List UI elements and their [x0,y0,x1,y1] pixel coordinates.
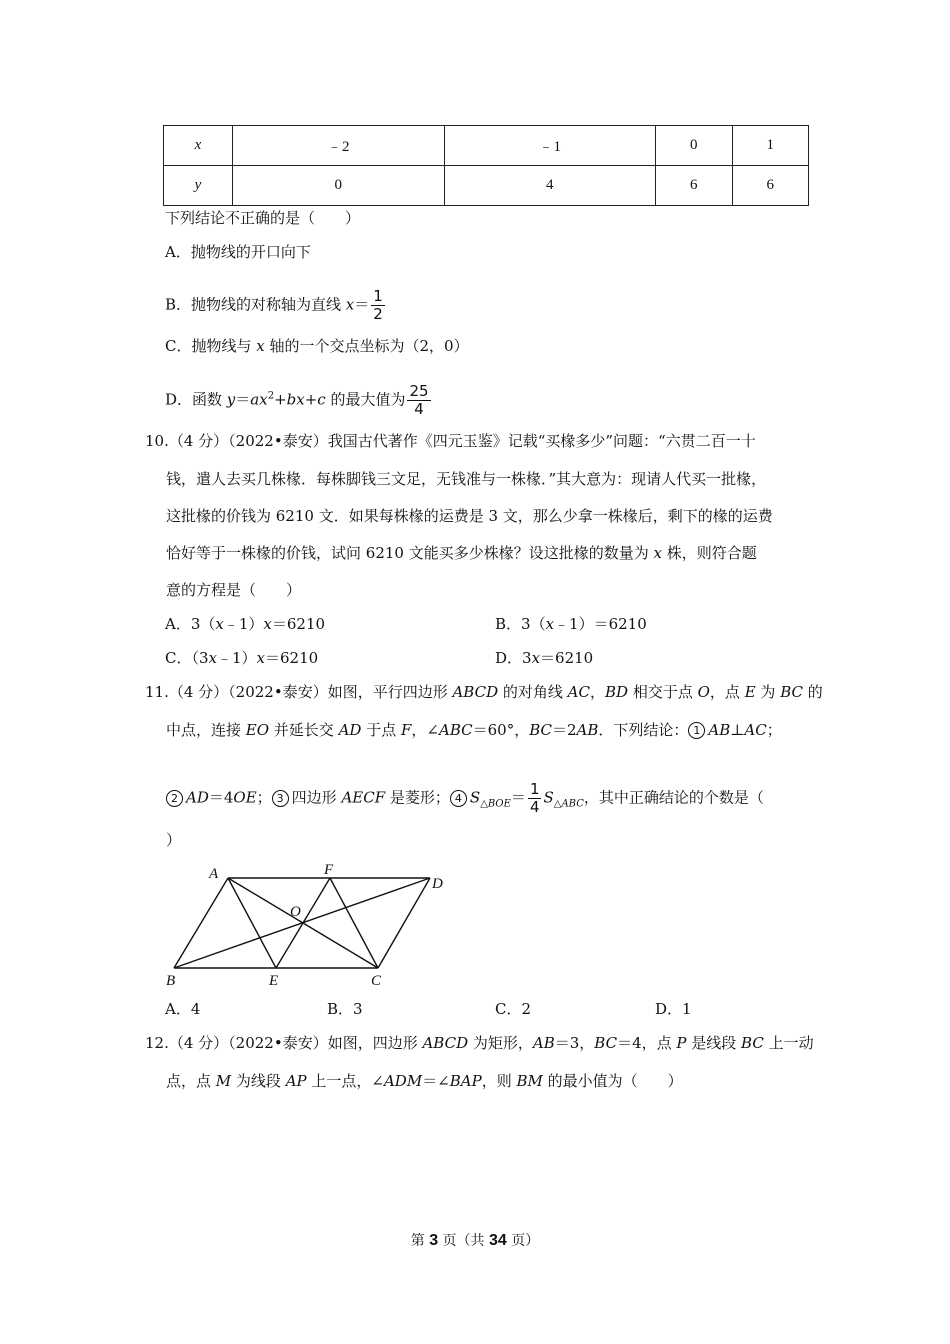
table-cell: 0 [233,166,445,206]
math-var: x [653,544,662,562]
text: 的对角线 [498,683,568,701]
q12-line-1 [145,1033,814,1053]
fraction [528,781,542,816]
text: D．函数 [165,390,227,409]
circled-number: 1 [688,722,705,739]
text: 恰好等于一株椽的价钱，试问 6210 文能买多少株椽？设这批椽的数量为 [166,544,654,562]
text: 中点，连接 [166,721,246,739]
text: ＝6210 [271,615,326,633]
text: 于点 [361,721,401,739]
q10-line-3: 这批椽的价钱为 6210 文．如果每株椽的运费是 3 文，那么少拿一株椽后，剩下的椽的运费 [166,507,773,525]
text: 四边形 [291,788,342,807]
math-var: AB [708,721,731,739]
text: ﹣1）＝6210 [554,615,647,633]
q10-option-c [165,648,318,668]
text: ．下列结论： [598,721,689,739]
math-var: x [256,649,266,667]
text: ， [589,683,605,701]
text: D．3 [495,649,532,667]
math-var: ABCD [422,1034,469,1052]
table-cell: 6 [732,166,808,206]
math-var: BC [780,683,803,701]
text: B．抛物线的对称轴为直线 [165,295,346,314]
math-var: AC [567,683,590,701]
text: ，其中正确结论的个数是（ [583,788,764,807]
math-var: x [208,649,217,667]
text: ，点 [709,683,745,701]
math-var: OE [233,788,257,807]
numerator: 25 [409,382,429,400]
total-pages: 34 [489,1232,507,1249]
q9-prompt: 下列结论不正确的是（ ） [165,209,361,227]
text: 第 [410,1233,430,1249]
text: 页（共 [438,1233,489,1249]
text: ＝60°， [472,721,530,739]
math-var: BM [516,1072,543,1090]
math-var: ABCD [452,683,499,701]
text: 相交于点 [628,683,698,701]
table-cell: 0 [656,126,732,166]
subscript: △BOE [480,798,511,810]
math-var: x [531,649,541,667]
math-var: AP [285,1072,307,1090]
text: C．抛物线与 [165,337,257,355]
math-var: AECF [341,788,386,807]
q9-option-c [165,336,469,356]
math-var: EO [245,721,270,739]
text: ﹣1） [217,649,257,667]
segment-cd [378,878,430,968]
text: ＝ [235,390,251,409]
text: 株，则符合题 [661,544,757,562]
table-header-x: x [164,126,233,166]
text: ＝4 [208,788,234,807]
label-a: A [209,866,219,882]
text: 的最大值为 [325,390,406,409]
circled-number: 2 [166,790,183,807]
text: 的最小值为（ ） [542,1072,683,1090]
text: 点，点 [166,1072,216,1090]
text: 的 [802,683,823,701]
q11-option-d: D．1 [655,1000,692,1018]
table-cell: 6 [656,166,732,206]
text: 轴的一个交点坐标为（2，0） [264,337,469,355]
text: 11.（4 分）（2022•泰安）如图，平行四边形 [145,683,453,701]
label-e: E [269,973,279,989]
page-footer [0,1230,950,1250]
math-var: x [345,295,355,314]
math-var: x [545,615,555,633]
q11-option-b: B．3 [327,1000,363,1018]
q12-line-2 [166,1071,683,1091]
text: ⊥ [730,721,745,739]
circled-number: 4 [450,790,467,807]
math-var: E [744,683,756,701]
segment-ef [276,878,330,968]
segment-ab [174,878,228,968]
text: ； [766,721,782,739]
subscript: △ABC [553,798,584,810]
q10-line-4 [166,543,757,563]
table-header-y: y [164,166,233,206]
q11-line-4: ） [166,831,182,849]
q10-option-b [495,614,647,634]
math-var: BD [604,683,629,701]
math-var: F [400,721,412,739]
table-row-x [164,126,809,166]
math-var: M [215,1072,232,1090]
text: ＝4，点 [617,1034,677,1052]
text: 上一动 [763,1034,814,1052]
table-cell: ﹣2 [233,126,445,166]
q11-line-2 [166,720,782,740]
q11-option-a: A．4 [165,1000,201,1018]
text: ＝2 [551,721,577,739]
value-table [163,125,809,206]
numerator: 1 [529,780,540,798]
q9-option-d [165,383,433,418]
text: ，则 [481,1072,517,1090]
segment-ae [228,878,276,968]
text: 为矩形， [468,1034,533,1052]
math-var: S [543,788,554,807]
math-var: x [215,615,224,633]
page-number: 3 [429,1232,439,1249]
text: C．（3 [165,649,209,667]
text: 是菱形； [385,788,450,807]
q10-line-2: 钱，遣人去买几株椽．每株脚钱三文足，无钱准与一株椽．”其大意为：现请人代买一批椽， [166,470,767,488]
text: ﹣1） [223,615,264,633]
label-c: C [371,973,382,989]
q11-line-3 [166,781,764,816]
denominator: 4 [529,798,540,816]
text: 并延长交 [269,721,339,739]
math-var: BC [741,1034,764,1052]
text: 为线段 [231,1072,286,1090]
text: 页） [506,1233,540,1249]
q9-option-a: A．抛物线的开口向下 [165,243,311,261]
superscript: 2 [267,390,275,402]
diagonal-bd [174,878,430,968]
fraction [407,383,430,418]
math-var: ax [250,390,268,409]
q9-option-b [165,288,387,323]
text: ＝ [510,788,526,807]
math-var: +bx+c [274,390,326,409]
q10-option-a [165,614,325,634]
text: ＝6210 [265,649,319,667]
math-var: y [226,390,236,409]
circled-number: 3 [272,790,289,807]
fraction [371,288,385,323]
math-var: AB [576,721,599,739]
math-var: AD [338,721,362,739]
denominator: 2 [373,305,383,323]
text: B．3（ [495,615,546,633]
text: 上一点，∠ [306,1072,384,1090]
text: ＝∠ [422,1072,450,1090]
q10-line-5: 意的方程是（ ） [166,581,302,599]
numerator: 1 [373,287,383,305]
text: 12.（4 分）（2022•泰安）如图，四边形 [145,1034,423,1052]
math-var: ABC [438,721,473,739]
label-f: F [324,862,334,878]
label-b: B [166,973,176,989]
math-var: AC [744,721,767,739]
q11-option-c: C．2 [495,1000,532,1018]
math-var: S [469,788,481,807]
table-cell: ﹣1 [444,126,656,166]
q10-line-1: 10.（4 分）（2022•泰安）我国古代著作《四元玉鉴》记载“买椽多少”问题：“六贯二百一十 [145,432,756,450]
math-var: BC [594,1034,618,1052]
text: ＝6210 [540,649,594,667]
parallelogram-figure [160,858,460,993]
text: ＝ [354,295,370,314]
math-var: ADM [383,1072,423,1090]
math-var: BC [529,721,552,739]
table-row-y [164,166,809,206]
q11-line-1 [145,682,823,702]
label-d: D [432,876,443,892]
segment-fc [330,878,378,968]
text: 是线段 [686,1034,742,1052]
table-cell: 4 [444,166,656,206]
text: ； [256,788,272,807]
denominator: 4 [414,400,424,418]
text: A．3（ [165,615,216,633]
math-var: O [697,683,710,701]
text: ＝3， [554,1034,595,1052]
text: 为 [755,683,781,701]
math-var: BAP [449,1072,482,1090]
math-var: AD [186,788,209,807]
math-var: AB [532,1034,555,1052]
math-var: x [256,337,265,355]
math-var: x [263,615,272,633]
q10-option-d [495,648,593,668]
table-cell: 1 [732,126,808,166]
label-o: O [290,904,301,920]
text: ，∠ [411,721,439,739]
math-var: P [676,1034,687,1052]
